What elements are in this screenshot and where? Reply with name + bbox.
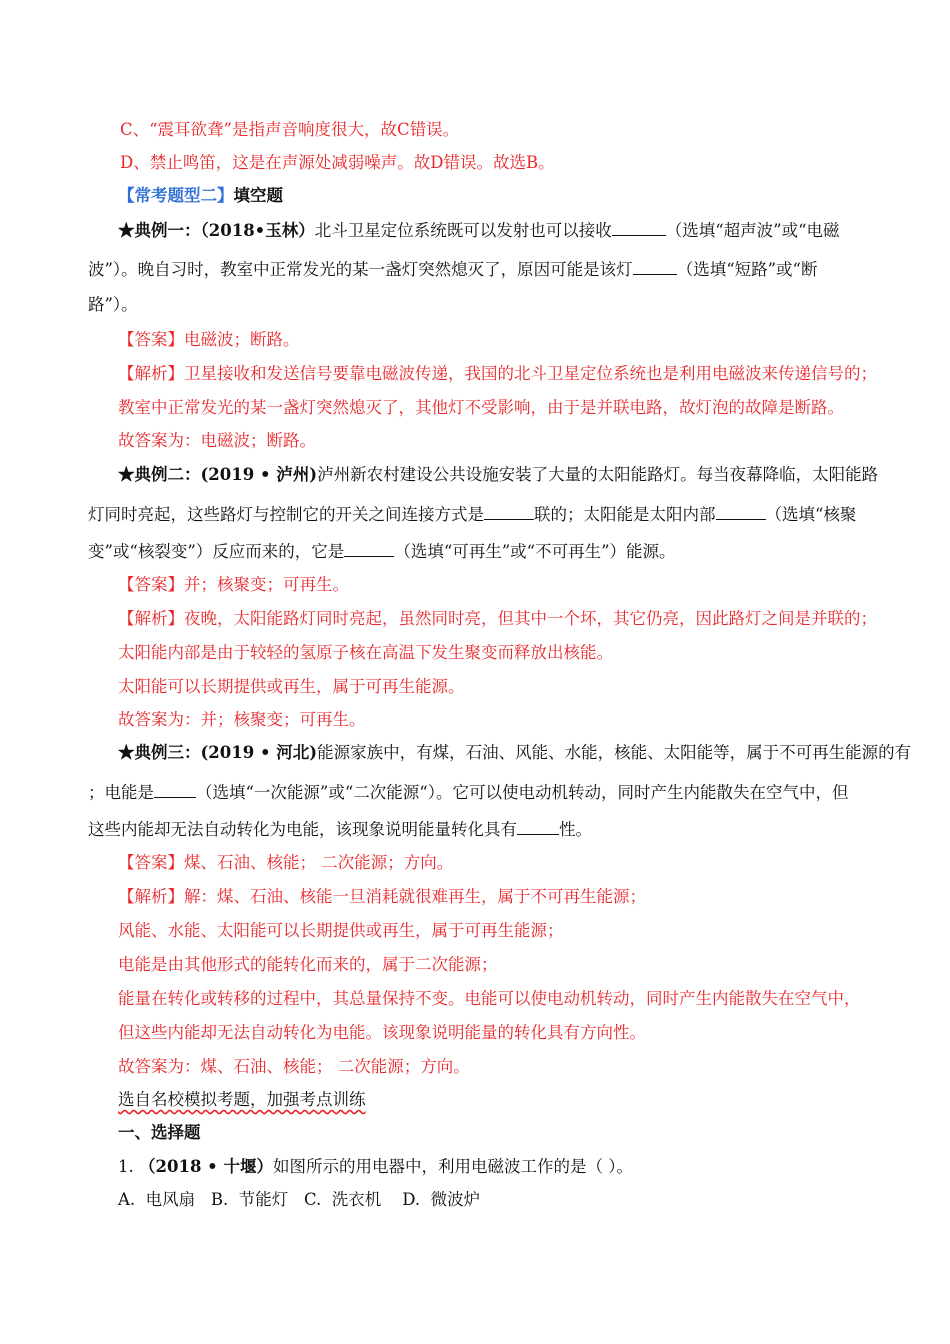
- example-label: ★典例三：: [118, 743, 201, 762]
- question-text: 能源家族中，有煤，石油、风能、水能，核能、太阳能等，属于不可再生能源的有: [317, 743, 912, 762]
- question-text: （选填“一次能源”或“二次能源“）。它可以使电动机转动，同时产生内能散失在空气中，但: [196, 783, 849, 802]
- example-source: （2018•玉林）: [200, 221, 315, 240]
- example-2-line-3: [88, 540, 676, 562]
- question-text: （选填“可再生”或“不可再生”）能源。: [394, 542, 676, 561]
- question-text: 如图所示的用电器中，利用电磁波工作的是（ ）。: [272, 1157, 633, 1176]
- question-text: 泸州新农村建设公共设施安装了大量的太阳能路灯。每当夜幕降临，太阳能路: [317, 465, 879, 484]
- example-2-line-2: [88, 503, 856, 525]
- question-text: （选填“超声波”或“电磁: [665, 221, 840, 240]
- analysis-line: C、“震耳欲聋”是指声音响度很大，故C错误。: [120, 120, 460, 139]
- question-1-options: A. 电风扇 B. 节能灯 C. 洗衣机 D. 微波炉: [118, 1190, 481, 1209]
- question-text: 变”或“核裂变”）反应而来的，它是: [88, 542, 345, 561]
- example-label: ★典例二：: [118, 465, 201, 484]
- analysis-line: 电能是由其他形式的能转化而来的，属于二次能源；: [118, 955, 498, 974]
- example-3-line-2: [88, 781, 849, 803]
- question-text: 灯同时亮起，这些路灯与控制它的开关之间连接方式是: [88, 505, 484, 524]
- example-3-line-3: [88, 818, 592, 840]
- question-text: 联的；太阳能是太阳内部: [534, 505, 716, 524]
- example-source: (2019 • 泸州): [200, 465, 318, 484]
- section-title: 一、选择题: [118, 1123, 201, 1142]
- answer-line: 【答案】电磁波；断路。: [118, 330, 300, 349]
- question-text: 性。: [559, 820, 592, 839]
- analysis-line: 【解析】夜晚，太阳能路灯同时亮起，虽然同时亮，但其中一个坏，其它仍亮，因此路灯之间是并联的；: [118, 609, 877, 628]
- question-text: 波”）。晚自习时，教室中正常发光的某一盏灯突然熄灭了，原因可能是该灯: [88, 260, 633, 279]
- answer-line: 【答案】煤、石油、核能； 二次能源；方向。: [118, 853, 454, 872]
- analysis-line: 能量在转化或转移的过程中，其总量保持不变。电能可以使电动机转动，同时产生内能散失在空气中，: [118, 989, 861, 1008]
- answer-blank: [633, 258, 677, 275]
- question-text: （选填“短路”或“断: [676, 260, 818, 279]
- answer-blank: [154, 781, 196, 798]
- answer-line: 【答案】并；核聚变；可再生。: [118, 575, 349, 594]
- analysis-line: 【解析】解：煤、石油、核能一旦消耗就很难再生，属于不可再生能源；: [118, 887, 646, 906]
- analysis-line: 但这些内能却无法自动转化为电能。该现象说明能量的转化具有方向性。: [118, 1023, 646, 1042]
- analysis-line: 故答案为：电磁波；断路。: [118, 431, 316, 450]
- question-source: （2018 • 十堰）: [139, 1157, 273, 1176]
- analysis-line: 【解析】卫星接收和发送信号要靠电磁波传递，我国的北斗卫星定位系统也是利用电磁波来传递信号的；: [118, 364, 877, 383]
- example-label: ★典例一：: [118, 221, 201, 240]
- example-3-line-1: [118, 743, 911, 763]
- question-number: 1.: [118, 1157, 134, 1176]
- question-text: 这些内能却无法自动转化为电能，该现象说明能量转化具有: [88, 820, 517, 839]
- question-text: ；电能是: [88, 783, 154, 802]
- answer-blank: [484, 503, 534, 520]
- analysis-line: 风能、水能、太阳能可以长期提供或再生，属于可再生能源；: [118, 921, 564, 940]
- example-1-line-2: [88, 258, 818, 280]
- section-title: 填空题: [233, 186, 283, 205]
- practice-intro: [118, 1090, 366, 1110]
- analysis-line: 故答案为：煤、石油、核能； 二次能源；方向。: [118, 1057, 470, 1076]
- analysis-line: 教室中正常发光的某一盏灯突然熄灭了，其他灯不受影响，由于是并联电路，故灯泡的故障是断路。: [118, 398, 844, 417]
- analysis-line: 太阳能内部是由于较轻的氢原子核在高温下发生聚变而释放出核能。: [118, 643, 613, 662]
- analysis-line: 故答案为：并；核聚变；可再生。: [118, 710, 366, 729]
- intro-text: 选自名校模拟考题，加强考点训练: [118, 1090, 366, 1109]
- section-heading: [118, 186, 283, 206]
- answer-blank: [344, 540, 394, 557]
- example-source: (2019 • 河北): [200, 743, 318, 762]
- answer-blank: [612, 219, 666, 236]
- question-1: [118, 1157, 633, 1177]
- analysis-line: 太阳能可以长期提供或再生，属于可再生能源。: [118, 677, 465, 696]
- question-text: （选填“核聚: [765, 505, 857, 524]
- analysis-line: D、禁止鸣笛，这是在声源处减弱噪声。故D错误。故选B。: [120, 153, 555, 172]
- example-2-line-1: [118, 465, 878, 485]
- answer-blank: [716, 503, 766, 520]
- example-1-line-3: 路”）。: [88, 295, 138, 314]
- example-1-line-1: [118, 219, 840, 241]
- section-tag: 【常考题型二】: [118, 186, 234, 205]
- answer-blank: [517, 818, 559, 835]
- question-text: 北斗卫星定位系统既可以发射也可以接收: [314, 221, 612, 240]
